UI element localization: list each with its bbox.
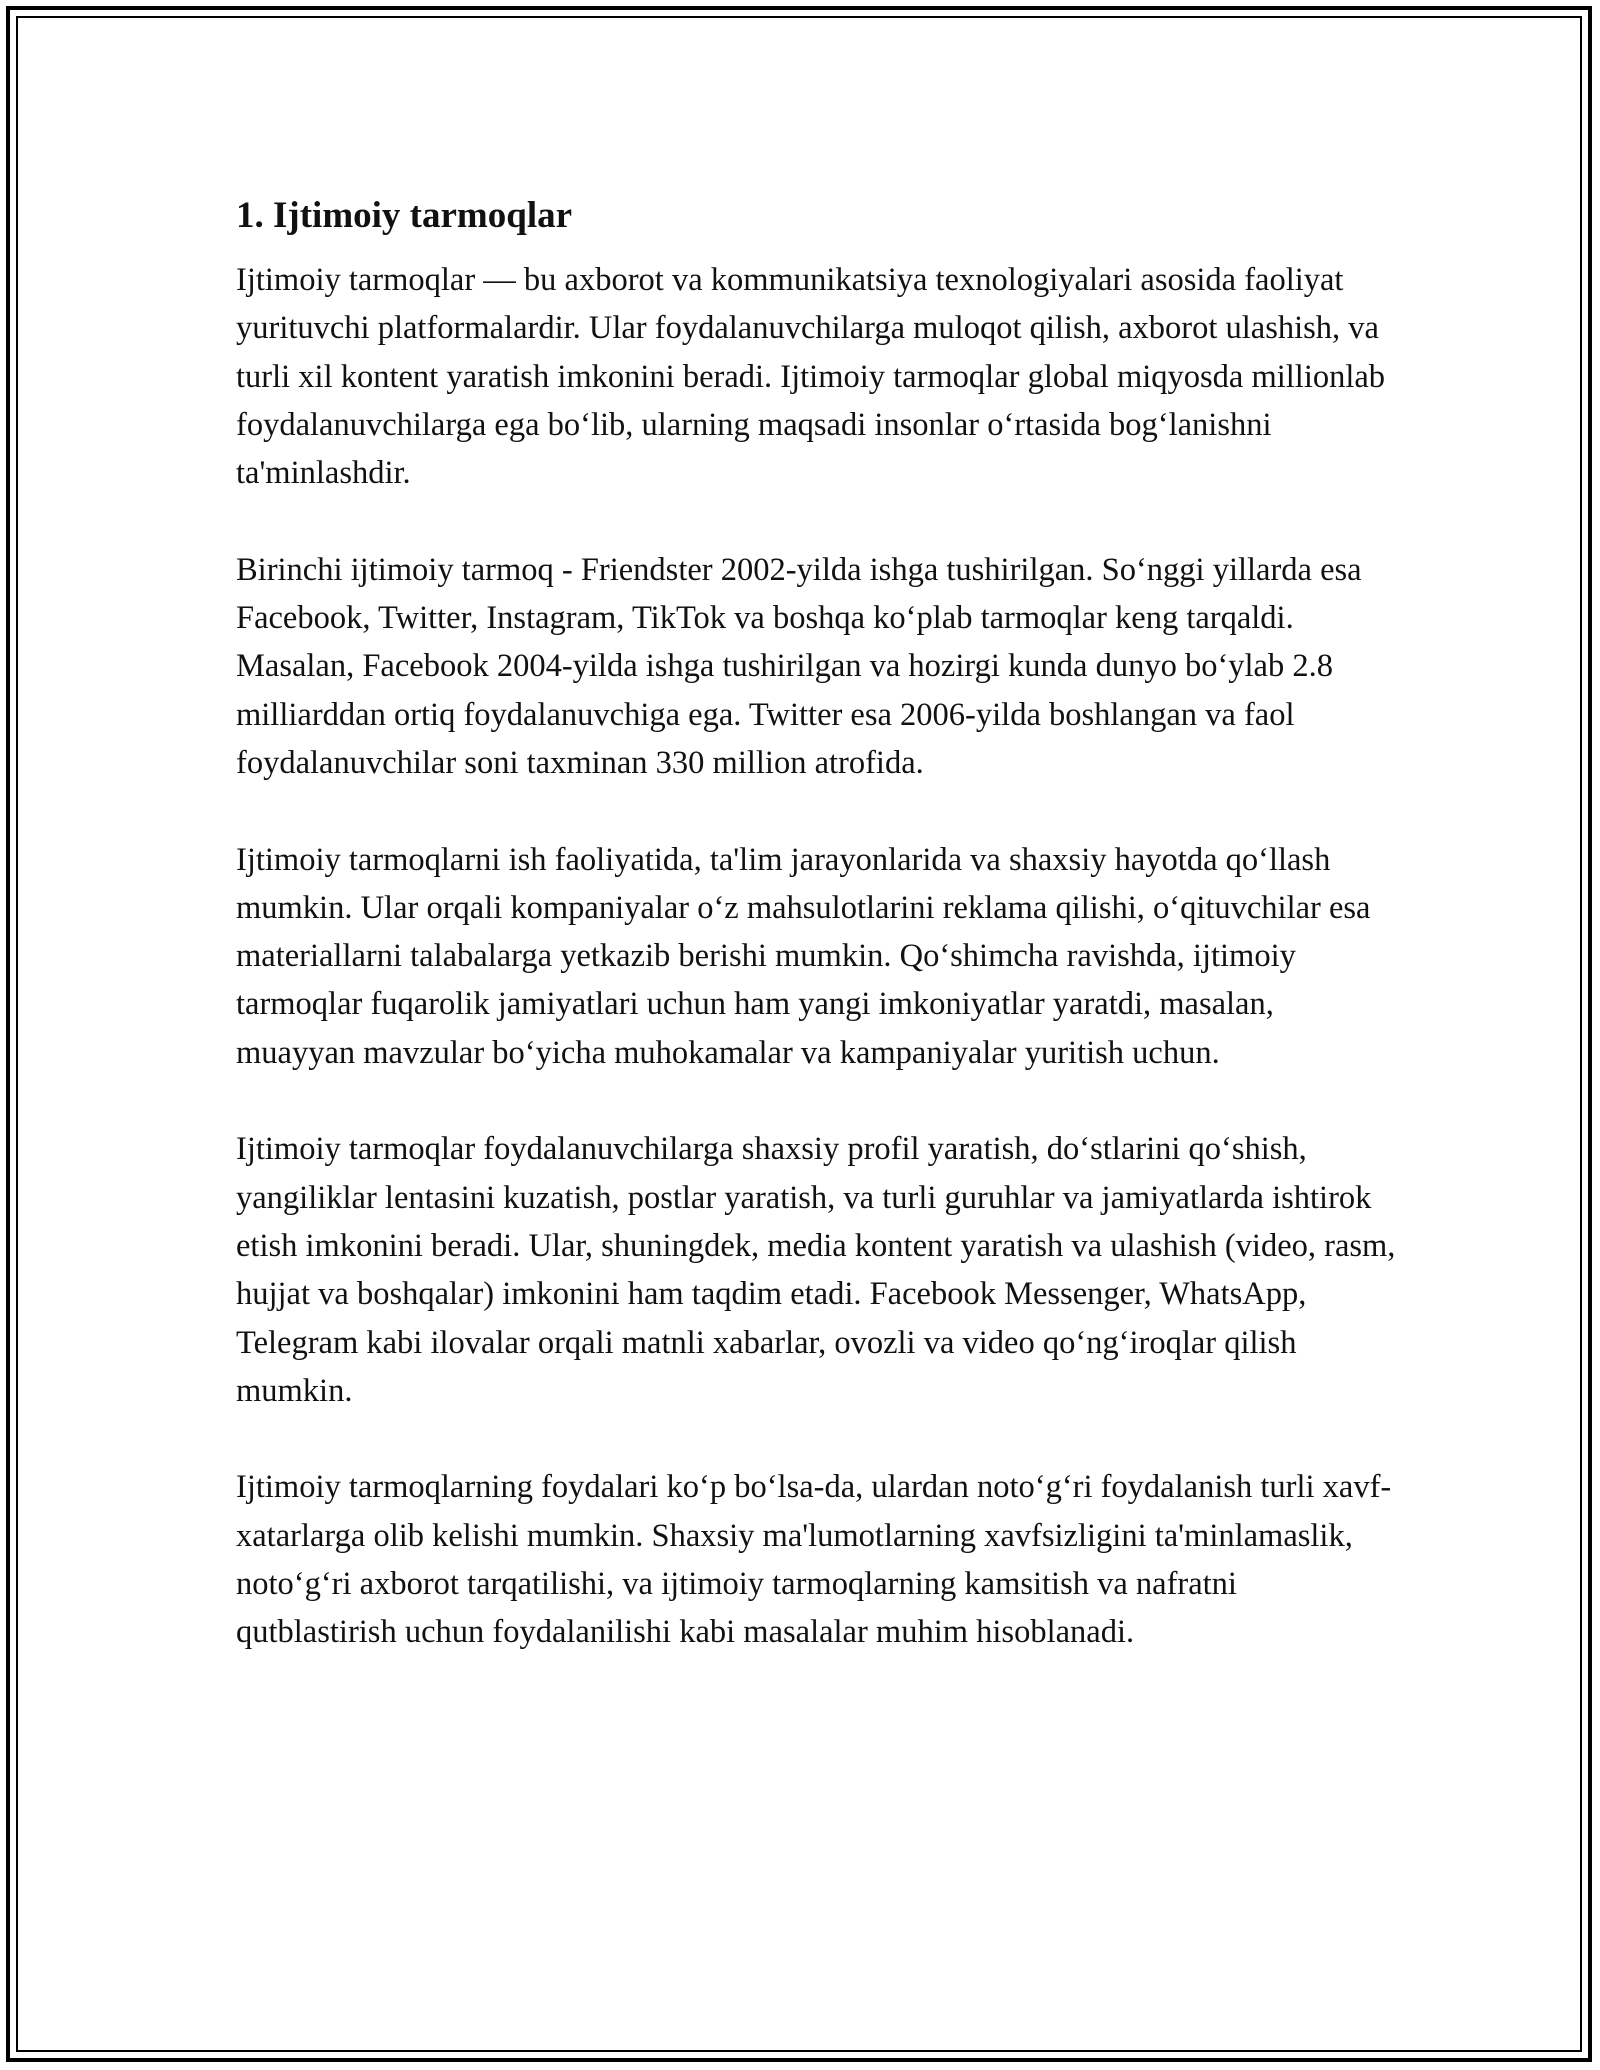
- paragraph-2: Birinchi ijtimoiy tarmoq - Friendster 2002-yilda ishga tushirilgan. So‘nggi yillarda esa Facebook, Twitter, Instagram, TikTok va boshqa ko‘plab tarmoqlar keng tarqaldi. Masalan, Facebook 2004-yilda ishga tushirilgan va hozirgi kunda dunyo bo‘ylab 2.8 milliarddan ortiq foydalanuvchiga ega. Twitter esa 2006-yilda boshlangan va faol foydalanuvchilar soni taxminan 330 million atrofida.: [236, 551, 1362, 781]
- paragraph-4: Ijtimoiy tarmoqlar foydalanuvchilarga shaxsiy profil yaratish, do‘stlarini qo‘shish, yangiliklar lentasini kuzatish, postlar yaratish, va turli guruhlar va jamiyatlarda ishtirok etish imkonini beradi. Ular, shuningdek, media kontent yaratish va ulashish (video, rasm, hujjat va boshqalar) imkonini ham taqdim etadi. Facebook Messenger, WhatsApp, Telegram kabi ilovalar orqali matnli xabarlar, ovozli va video qo‘ng‘iroqlar qilish mumkin.: [236, 1131, 1396, 1409]
- paragraph-1: Ijtimoiy tarmoqlar — bu axborot va kommunikatsiya texnologiyalari asosida faoliyat yurituvchi platformalardir. Ular foydalanuvchilarga muloqot qilish, axborot ulashish, va turli xil kontent yaratish imkonini beradi. Ijtimoiy tarmoqlar global miqyosda millionlab foydalanuvchilarga ega bo‘lib, ularning maqsadi insonlar o‘rtasida bog‘lanishni ta'minlashdir.: [236, 262, 1386, 492]
- section-title: 1. Ijtimoiy tarmoqlar: [236, 195, 573, 236]
- paragraph-3: Ijtimoiy tarmoqlarni ish faoliyatida, ta'lim jarayonlarida va shaxsiy hayotda qo‘llash mumkin. Ular orqali kompaniyalar o‘z mahsulotlarini reklama qilishi, o‘qituvchilar esa materiallarni talabalarga yetkazib berishi mumkin. Qo‘shimcha ravishda, ijtimoiy tarmoqlar fuqarolik jamiyatlari uchun ham yangi imkoniyatlar yaratdi, masalan, muayyan mavzular bo‘yicha muhokamalar va kampaniyalar yuritish uchun.: [236, 841, 1371, 1071]
- paragraph-5: Ijtimoiy tarmoqlarning foydalari ko‘p bo‘lsa-da, ulardan noto‘g‘ri foydalanish turli xavf-xatarlarga olib kelishi mumkin. Shaxsiy ma'lumotlarning xavfsizligini ta'minlamaslik, noto‘g‘ri axborot tarqatilishi, va ijtimoiy tarmoqlarning kamsitish va nafratni qutblastirish uchun foydalanilishi kabi masalalar muhim hisoblanadi.: [236, 1469, 1392, 1651]
- document-body: [236, 188, 1396, 1705]
